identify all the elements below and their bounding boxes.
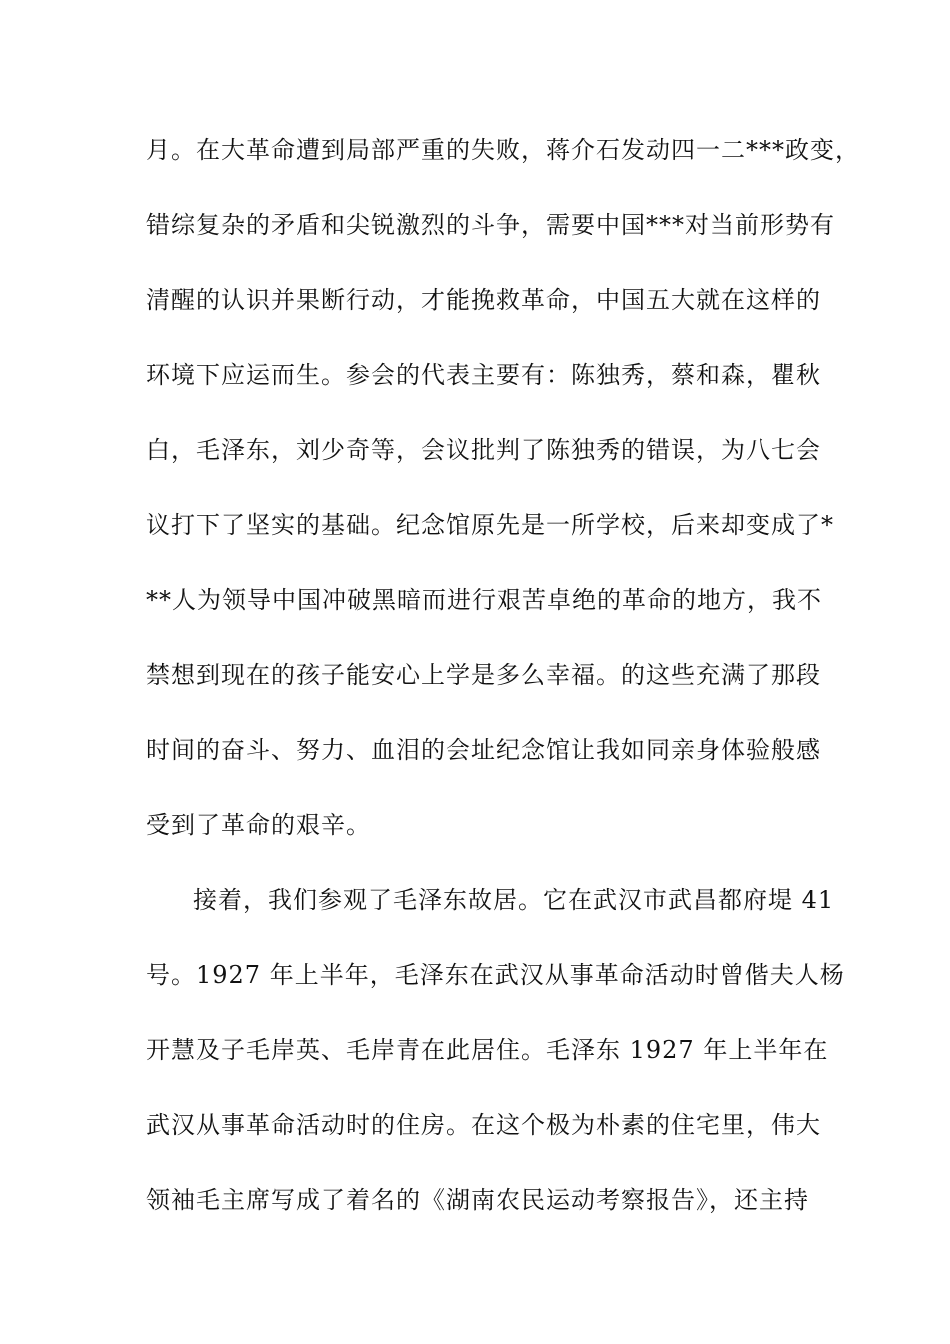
paragraph-line: 领袖毛主席写成了着名的《湖南农民运动考察报告》，还主持 [146, 1186, 809, 1214]
paragraph-line: 白，毛泽东，刘少奇等，会议批判了陈独秀的错误，为八七会 [146, 436, 821, 464]
paragraph-line: 时间的奋斗、努力、血泪的会址纪念馆让我如同亲身体验般感 [146, 736, 821, 764]
paragraph-line: 议打下了坚实的基础。纪念馆原先是一所学校，后来却变成了* [146, 511, 834, 539]
paragraph-line: 号。1927 年上半年，毛泽东在武汉从事革命活动时曾偕夫人杨 [146, 961, 845, 989]
paragraph-line: 禁想到现在的孩子能安心上学是多么幸福。的这些充满了那段 [146, 661, 821, 689]
paragraph-line: 月。在大革命遭到局部严重的失败，蒋介石发动四一二***政变， [146, 136, 860, 164]
paragraph-line: 开慧及子毛岸英、毛岸青在此居住。毛泽东 1927 年上半年在 [146, 1036, 829, 1064]
paragraph-line: 环境下应运而生。参会的代表主要有：陈独秀，蔡和森，瞿秋 [146, 361, 821, 389]
paragraph-line: 武汉从事革命活动时的住房。在这个极为朴素的住宅里，伟大 [146, 1111, 821, 1139]
paragraph-first-line: 接着，我们参观了毛泽东故居。它在武汉市武昌都府堤 41 [193, 886, 835, 914]
paragraph-line: 清醒的认识并果断行动，才能挽救革命，中国五大就在这样的 [146, 286, 821, 314]
paragraph-line: **人为领导中国冲破黑暗而进行艰苦卓绝的革命的地方，我不 [146, 586, 822, 614]
paragraph-line: 错综复杂的矛盾和尖锐激烈的斗争，需要中国***对当前形势有 [146, 211, 835, 239]
paragraph-line: 受到了革命的艰辛。 [146, 811, 371, 839]
